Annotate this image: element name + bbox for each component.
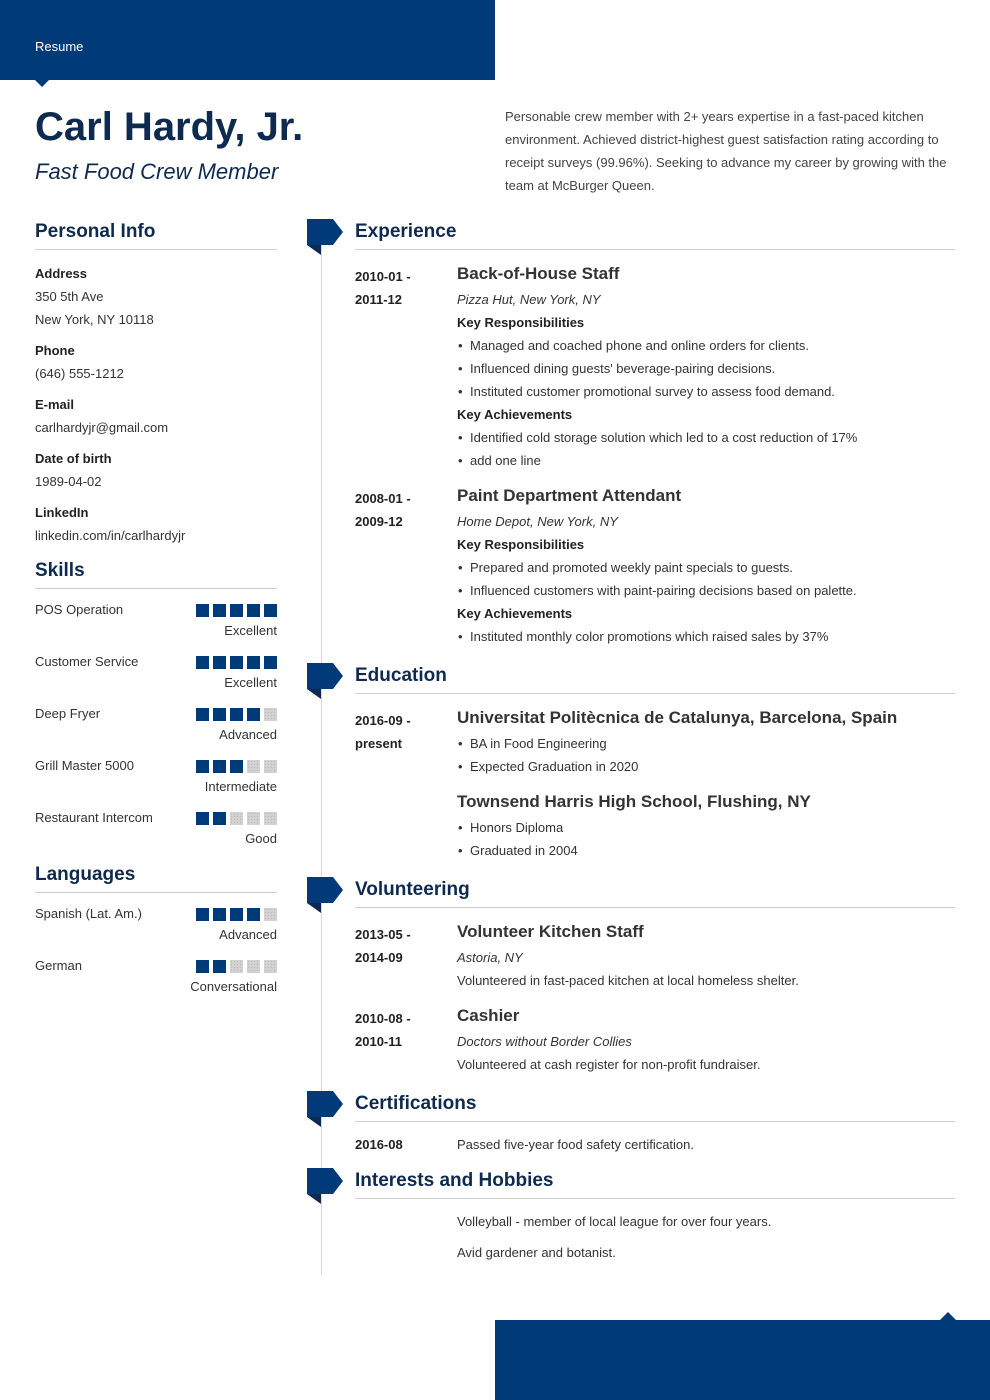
job-title: Back-of-House Staff (457, 264, 620, 283)
job-place: Home Depot, New York, NY (457, 514, 618, 529)
responsibility-item: • Instituted customer promotional survey to assess food demand. (457, 380, 955, 403)
experience-marker-icon (307, 219, 343, 255)
rating-boxes (196, 760, 277, 773)
rating-box-empty (264, 908, 277, 921)
rating-level: Advanced (219, 727, 277, 742)
school-name: Townsend Harris High School, Flushing, NY (457, 792, 811, 811)
address-line-2: New York, NY 10118 (35, 312, 154, 327)
profile-summary: Personable crew member with 2+ years expertise in a fast-paced kitchen environment. Achieved district-highest guest satisfaction rating according to receipt surveys (99.96%). Seeking to advance my career by growing with the team at McBurger Queen. (505, 109, 947, 193)
rating-boxes (196, 656, 277, 669)
certifications-marker-icon (307, 1091, 343, 1127)
rating-row (35, 651, 277, 703)
achievements-label: Key Achievements (457, 407, 573, 422)
rating-row (35, 599, 277, 651)
achievements-label: Key Achievements (457, 606, 573, 621)
rating-box-empty (264, 812, 277, 825)
address-label: Address (35, 266, 88, 281)
education-detail: • Expected Graduation in 2020 (457, 755, 955, 778)
rating-box-filled (213, 908, 226, 921)
rating-box-filled (196, 908, 209, 921)
dob-label: Date of birth (35, 451, 112, 466)
rating-box-filled (213, 708, 226, 721)
rating-box-empty (247, 760, 260, 773)
rating-row (35, 955, 277, 1007)
date-start: 2016-09 - (355, 713, 411, 728)
rating-box-empty (264, 760, 277, 773)
email-block (35, 393, 277, 439)
rating-row (35, 703, 277, 755)
address-block (35, 262, 277, 331)
entry-body (457, 709, 955, 862)
rating-box-empty (247, 812, 260, 825)
date-start: 2010-01 - (355, 269, 411, 284)
rating-box-filled (230, 908, 243, 921)
rating-box-empty (230, 960, 243, 973)
certifications-heading: Certifications (355, 1090, 955, 1122)
linkedin-label: LinkedIn (35, 505, 89, 520)
responsibility-item: • Managed and coached phone and online orders for clients. (457, 334, 955, 357)
responsibility-item: • Prepared and promoted weekly paint specials to guests. (457, 556, 955, 579)
achievement-item: • Instituted monthly color promotions which raised sales by 37% (457, 625, 955, 648)
address-line-1: 350 5th Ave (35, 289, 104, 304)
rating-box-filled (230, 708, 243, 721)
interests-heading: Interests and Hobbies (355, 1167, 955, 1199)
entry-date (355, 265, 445, 311)
phone-block (35, 339, 277, 385)
responsibility-item: • Influenced dining guests' beverage-pairing decisions. (457, 357, 955, 380)
rating-boxes (196, 604, 277, 617)
email-value: carlhardyjr@gmail.com (35, 420, 169, 435)
linkedin-block (35, 501, 277, 547)
responsibility-item: • Influenced customers with paint-pairing decisions based on palette. (457, 579, 955, 602)
phone-value: (646) 555-1212 (35, 366, 124, 381)
rating-boxes (196, 708, 277, 721)
rating-box-filled (196, 708, 209, 721)
rating-boxes (196, 908, 277, 921)
rating-boxes (196, 960, 277, 973)
rating-level: Excellent (224, 623, 277, 638)
rating-box-filled (213, 656, 226, 669)
rating-box-filled (264, 656, 277, 669)
education-marker-icon (307, 663, 343, 699)
rating-level: Conversational (190, 979, 277, 994)
resume-label: Resume (35, 39, 84, 54)
rating-row (35, 755, 277, 807)
entry-body (457, 923, 955, 992)
rating-name: Deep Fryer (35, 706, 101, 721)
job-place: Pizza Hut, New York, NY (457, 292, 601, 307)
rating-box-empty (264, 960, 277, 973)
achievement-item: • add one line (457, 449, 955, 472)
entry-date (355, 923, 445, 969)
entry-date (355, 487, 445, 533)
rating-box-filled (247, 656, 260, 669)
volunteer-title: Cashier (457, 1006, 520, 1025)
skills-heading: Skills (35, 557, 277, 589)
volunteer-place: Astoria, NY (457, 950, 523, 965)
entry-date (355, 1007, 445, 1053)
dob-value: 1989-04-02 (35, 474, 102, 489)
date-end: 2014-09 (355, 950, 403, 965)
dob-block (35, 447, 277, 493)
date-end: present (355, 736, 402, 751)
candidate-role: Fast Food Crew Member (35, 159, 279, 184)
entry-body (457, 1007, 955, 1076)
rating-name: POS Operation (35, 602, 124, 617)
education-detail: • Graduated in 2004 (457, 839, 955, 862)
interests-marker-icon (307, 1168, 343, 1204)
rating-box-empty (264, 708, 277, 721)
languages-heading: Languages (35, 861, 277, 893)
experience-heading: Experience (355, 218, 955, 250)
rating-box-filled (247, 604, 260, 617)
rating-name: Customer Service (35, 654, 139, 669)
volunteering-marker-icon (307, 877, 343, 913)
rating-level: Advanced (219, 927, 277, 942)
rating-box-filled (213, 960, 226, 973)
rating-box-filled (230, 604, 243, 617)
volunteering-heading: Volunteering (355, 876, 955, 908)
entry-body (457, 265, 955, 472)
volunteer-description: Volunteered at cash register for non-profit fundraiser. (457, 1057, 761, 1072)
school-name: Universitat Politècnica de Catalunya, Barcelona, Spain (457, 708, 898, 727)
entry-body (457, 1133, 955, 1156)
bottom-banner-pointer (940, 1312, 956, 1320)
candidate-name: Carl Hardy, Jr. (35, 105, 304, 149)
education-detail: • Honors Diploma (457, 816, 955, 839)
certification-text: Passed five-year food safety certification. (457, 1137, 695, 1152)
rating-box-filled (213, 760, 226, 773)
date-end: 2010-11 (355, 1034, 402, 1049)
date-end: 2009-12 (355, 514, 403, 529)
entry-body (457, 1210, 955, 1264)
rating-row (35, 807, 277, 859)
responsibilities-label: Key Responsibilities (457, 315, 585, 330)
education-heading: Education (355, 662, 955, 694)
rating-box-filled (247, 908, 260, 921)
email-label: E-mail (35, 397, 75, 412)
date-start: 2008-01 - (355, 491, 411, 506)
bottom-banner (495, 1320, 990, 1400)
rating-name: Restaurant Intercom (35, 810, 153, 825)
responsibilities-label: Key Responsibilities (457, 537, 585, 552)
rating-box-filled (196, 656, 209, 669)
interest-item: Avid gardener and botanist. (457, 1245, 616, 1260)
rating-level: Excellent (224, 675, 277, 690)
rating-box-filled (213, 812, 226, 825)
date-start: 2010-08 - (355, 1011, 411, 1026)
rating-box-filled (196, 760, 209, 773)
rating-box-filled (196, 960, 209, 973)
rating-row (35, 903, 277, 955)
personal-info-heading: Personal Info (35, 218, 277, 250)
education-detail: • BA in Food Engineering (457, 732, 955, 755)
volunteer-place: Doctors without Border Collies (457, 1034, 632, 1049)
rating-box-filled (230, 760, 243, 773)
rating-box-filled (230, 656, 243, 669)
date-end: 2011-12 (355, 292, 402, 307)
left-column (35, 218, 277, 1007)
top-banner-pointer (34, 79, 50, 87)
volunteer-description: Volunteered in fast-paced kitchen at local homeless shelter. (457, 973, 799, 988)
certification-date: 2016-08 (355, 1137, 403, 1152)
rating-level: Good (245, 831, 277, 846)
entry-body (457, 487, 955, 648)
achievement-item: • Identified cold storage solution which led to a cost reduction of 17% (457, 426, 955, 449)
rating-level: Intermediate (204, 779, 277, 794)
interest-item: Volleyball - member of local league for over four years. (457, 1214, 772, 1229)
rating-box-filled (213, 604, 226, 617)
rating-name: Spanish (Lat. Am.) (35, 906, 142, 921)
linkedin-value: linkedin.com/in/carlhardyjr (35, 528, 186, 543)
rating-box-filled (196, 604, 209, 617)
rating-box-filled (264, 604, 277, 617)
volunteer-title: Volunteer Kitchen Staff (457, 922, 644, 941)
rating-boxes (196, 812, 277, 825)
job-title: Paint Department Attendant (457, 486, 682, 505)
languages-list (35, 903, 277, 1007)
rating-box-filled (247, 708, 260, 721)
rating-name: Grill Master 5000 (35, 758, 134, 773)
rating-box-filled (196, 812, 209, 825)
phone-label: Phone (35, 343, 75, 358)
top-banner (0, 0, 495, 80)
rating-box-empty (230, 812, 243, 825)
rating-name: German (35, 958, 82, 973)
rating-box-empty (247, 960, 260, 973)
date-start: 2013-05 - (355, 927, 411, 942)
entry-date (355, 709, 445, 755)
skills-list (35, 599, 277, 859)
